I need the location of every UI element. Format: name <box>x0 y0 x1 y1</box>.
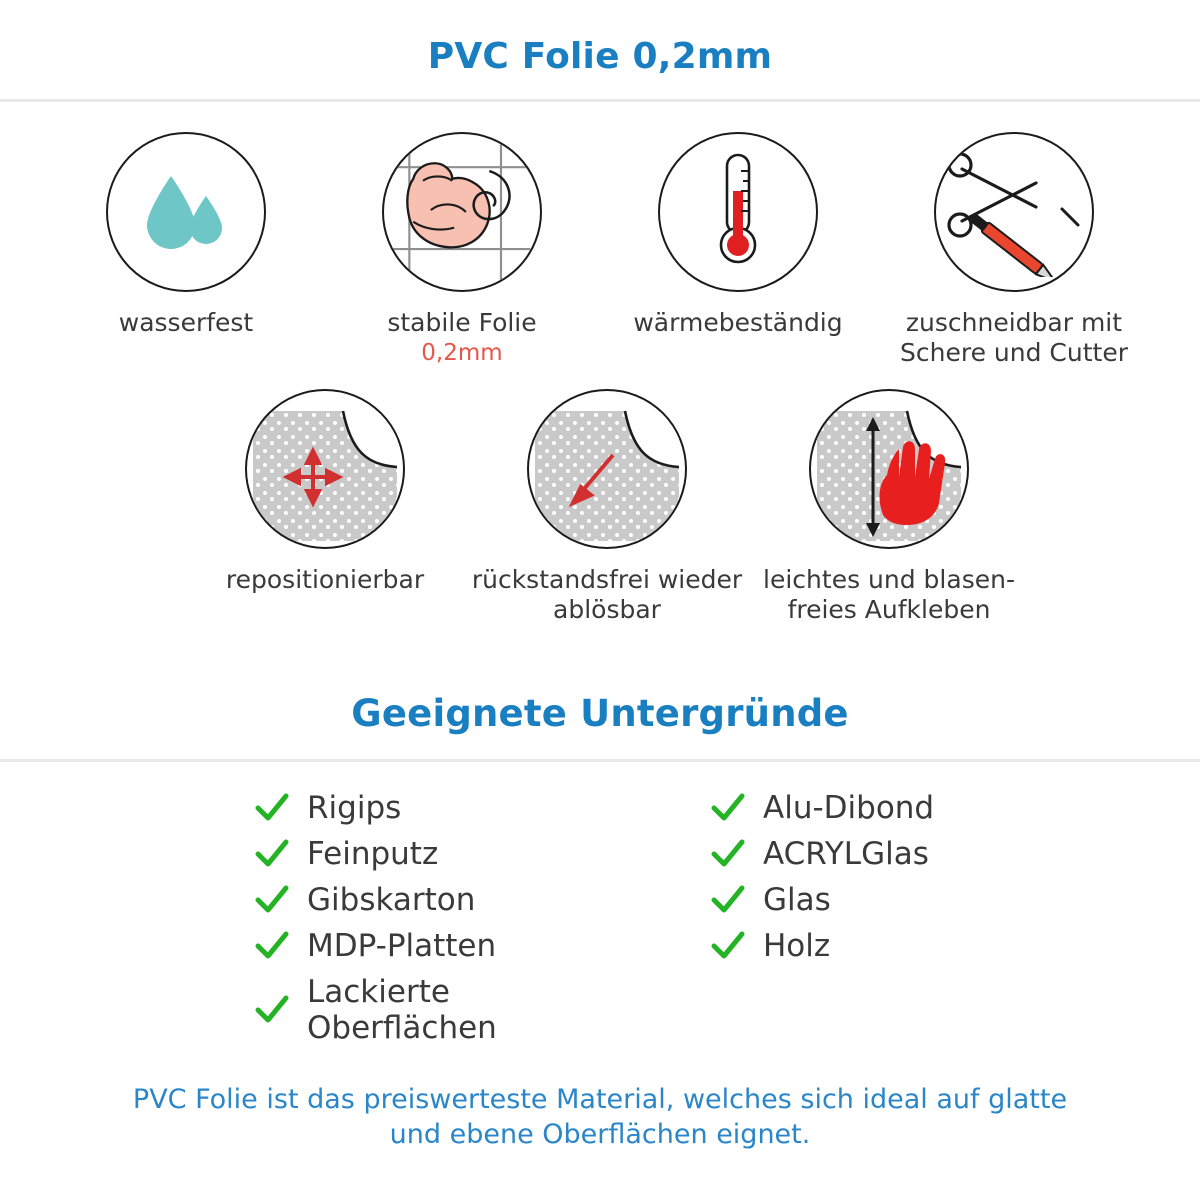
feature-row-1 <box>0 132 1200 367</box>
check-icon <box>711 839 745 869</box>
feature-repositionierbar <box>184 389 466 624</box>
list-item <box>711 790 1055 826</box>
feature-sub-label: 0,2mm <box>421 339 503 366</box>
feature-label <box>387 308 536 367</box>
strong-arm-icon <box>382 132 542 292</box>
check-icon <box>711 885 745 915</box>
feature-label <box>748 565 1030 624</box>
check-icon <box>255 793 289 823</box>
substrates-lists <box>0 790 1200 1056</box>
list-item <box>711 882 1055 918</box>
list-item-label: MDP-Platten <box>307 928 497 964</box>
list-item <box>711 836 1055 872</box>
feature-label <box>466 565 748 624</box>
list-item <box>255 974 625 1046</box>
list-item <box>711 928 1055 964</box>
scissors-cutter-icon <box>934 132 1094 292</box>
list-item-label: Glas <box>763 882 831 918</box>
substrates-column-left <box>155 790 625 1056</box>
feature-wasserfest <box>48 132 324 367</box>
list-item-label: Rigips <box>307 790 402 826</box>
footnote-text: PVC Folie ist das preiswerteste Material, welches sich ideal auf glatte und ebene Oberflächen eignet. <box>132 1084 1068 1151</box>
feature-label <box>119 308 254 338</box>
check-icon <box>255 995 289 1025</box>
feature-waermebestaendig <box>600 132 876 367</box>
feature-label <box>876 308 1152 367</box>
feature-blasenfrei <box>748 389 1030 624</box>
list-item-label: Gibskarton <box>307 882 476 918</box>
list-item-label: Alu-Dibond <box>763 790 935 826</box>
feature-label-text: repositionierbar <box>225 565 425 594</box>
list-item-label: Feinputz <box>307 836 439 872</box>
check-icon <box>711 793 745 823</box>
feature-stabile-folie <box>324 132 600 367</box>
list-item <box>255 928 625 964</box>
bubble-free-hand-icon <box>809 389 969 549</box>
feature-zuschneidbar <box>876 132 1152 367</box>
feature-label-text: leichtes und blasen- freies Aufkleben <box>763 565 1015 624</box>
list-item-label: Lackierte Oberflächen <box>307 974 497 1046</box>
feature-row-2 <box>0 389 1200 624</box>
list-item <box>255 882 625 918</box>
substrates-column-right <box>625 790 1055 1056</box>
check-icon <box>711 931 745 961</box>
feature-label <box>633 308 842 338</box>
list-item-label: ACRYLGlas <box>763 836 929 872</box>
check-icon <box>255 839 289 869</box>
list-item <box>255 790 625 826</box>
feature-label-text: stabile Folie <box>387 308 537 337</box>
check-icon <box>255 885 289 915</box>
feature-label-text: wasserfest <box>118 308 254 337</box>
water-drops-icon <box>106 132 266 292</box>
thermometer-icon <box>658 132 818 292</box>
repositionable-icon <box>245 389 405 549</box>
feature-rueckstandsfrei <box>466 389 748 624</box>
substrates-title: Geeignete Untergründe <box>351 692 849 735</box>
check-icon <box>255 931 289 961</box>
divider-top <box>0 99 1200 102</box>
feature-label-text: zuschneidbar mit Schere und Cutter <box>900 308 1128 367</box>
feature-label-text: rückstandsfrei wieder ablösbar <box>471 565 743 624</box>
residue-free-icon <box>527 389 687 549</box>
list-item-label: Holz <box>763 928 831 964</box>
feature-label-text: wärmebeständig <box>633 308 843 337</box>
feature-label <box>226 565 424 595</box>
page-title: PVC Folie 0,2mm <box>427 36 773 77</box>
divider-middle <box>0 759 1200 762</box>
list-item <box>255 836 625 872</box>
